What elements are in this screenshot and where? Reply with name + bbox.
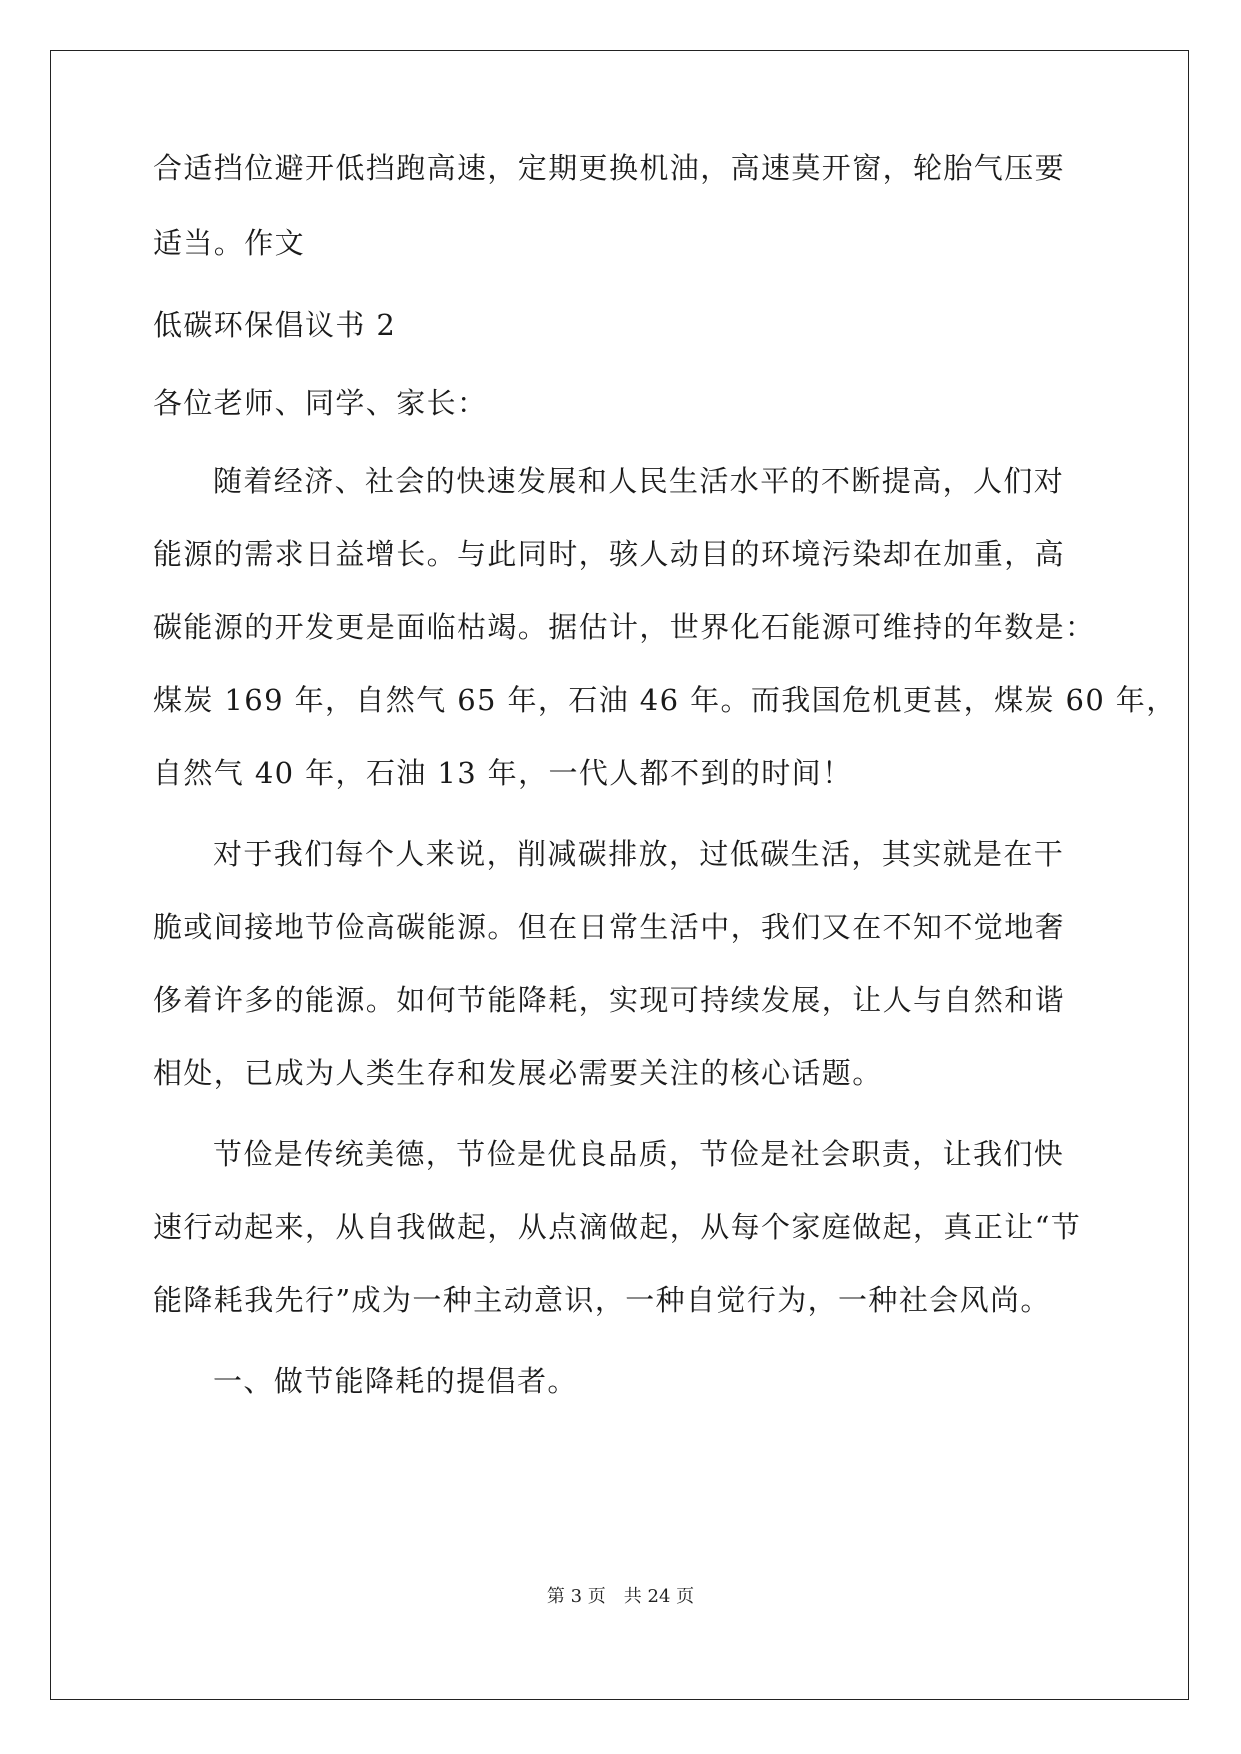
paragraph-line: 自然气 40 年，石油 13 年，一代人都不到的时间！: [153, 756, 853, 790]
section-heading: 低碳环保倡议书 2: [153, 308, 397, 342]
page-border: [50, 50, 1189, 1700]
text-line: 适当。作文: [153, 226, 306, 260]
list-item: 一、做节能降耗的提倡者。: [213, 1364, 578, 1398]
text-line: 合适挡位避开低挡跑高速，定期更换机油，高速莫开窗，轮胎气压要: [153, 151, 1066, 185]
paragraph-line: 脆或间接地节俭高碳能源。但在日常生活中，我们又在不知不觉地奢: [153, 910, 1066, 944]
paragraph-line: 节俭是传统美德，节俭是优良品质，节俭是社会职责，让我们快: [213, 1137, 1065, 1171]
paragraph-line: 能源的需求日益增长。与此同时，骇人动目的环境污染却在加重，高: [153, 537, 1066, 571]
paragraph-line: 侈着许多的能源。如何节能降耗，实现可持续发展，让人与自然和谐: [153, 983, 1066, 1017]
page-footer: [0, 1585, 1241, 1609]
paragraph-line: 对于我们每个人来说，削减碳排放，过低碳生活，其实就是在干: [213, 837, 1065, 871]
paragraph-line: 速行动起来，从自我做起，从点滴做起，从每个家庭做起，真正让“节: [153, 1210, 1082, 1244]
paragraph-line: 能降耗我先行”成为一种主动意识，一种自觉行为，一种社会风尚。: [153, 1283, 1051, 1317]
paragraph-line: 煤炭 169 年，自然气 65 年，石油 46 年。而我国危机更甚，煤炭 60 年，: [153, 683, 1177, 717]
page-total: 共 24 页: [623, 1586, 695, 1607]
paragraph-line: 碳能源的开发更是面临枯竭。据估计，世界化石能源可维持的年数是：: [153, 610, 1096, 644]
paragraph-line: 随着经济、社会的快速发展和人民生活水平的不断提高，人们对: [213, 464, 1065, 498]
paragraph-line: 相处，已成为人类生存和发展必需要关注的核心话题。: [153, 1056, 883, 1090]
page-number: 第 3 页: [546, 1586, 606, 1607]
salutation: 各位老师、同学、家长：: [153, 386, 488, 420]
